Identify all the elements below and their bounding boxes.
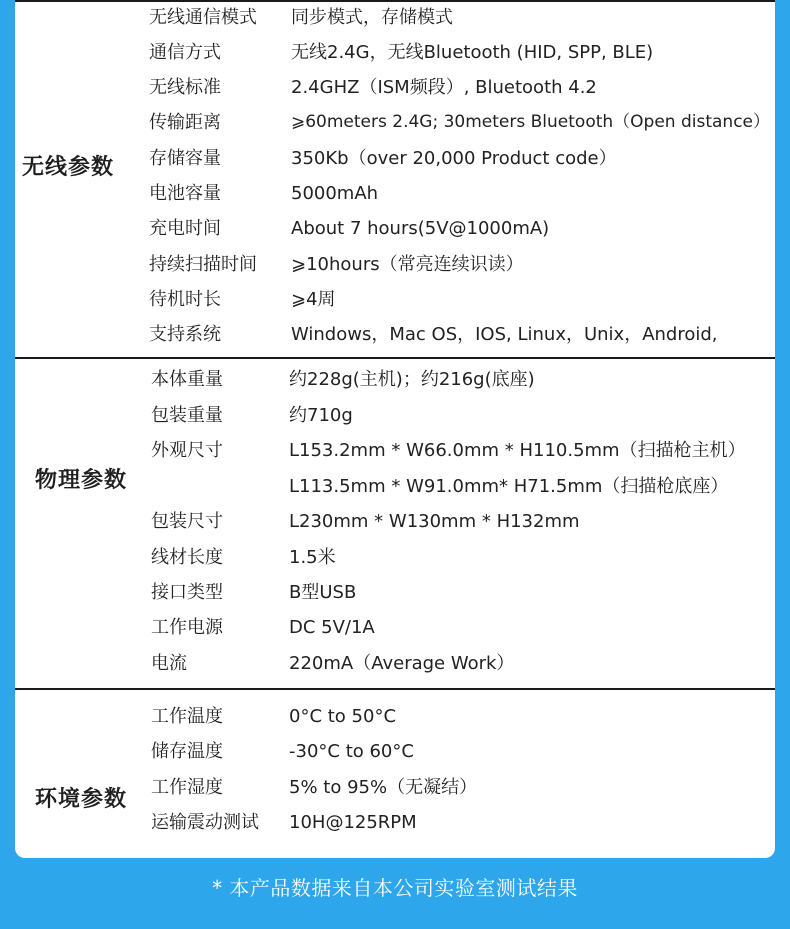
spec-value: 约228g(主机)；约216g(底座): [289, 369, 535, 390]
spec-value: L113.5mm * W91.0mm* H71.5mm（扫描枪底座）: [289, 476, 729, 497]
spec-row: [15, 433, 775, 468]
spec-row: [15, 504, 775, 539]
spec-label: 充电时间: [149, 218, 221, 239]
spec-label: 电流: [151, 653, 187, 674]
spec-value: 5000mAh: [291, 183, 379, 204]
spec-label: 工作电源: [151, 617, 223, 638]
spec-row: [15, 35, 775, 70]
spec-row: [15, 0, 775, 35]
footnote: * 本产品数据来自本公司实验室测试结果: [212, 876, 578, 900]
spec-row: [15, 362, 775, 397]
spec-row: [15, 211, 775, 246]
spec-row: [15, 575, 775, 610]
spec-value: ⩾60meters 2.4G; 30meters Bluetooth（Open distance）: [291, 112, 771, 132]
spec-value: 5% to 95%（无凝结）: [289, 777, 478, 798]
spec-label: 电池容量: [149, 183, 221, 204]
spec-label: 包装尺寸: [151, 511, 223, 532]
spec-label: 工作温度: [151, 706, 223, 727]
spec-label: 持续扫描时间: [149, 254, 257, 275]
spec-value: 10H@125RPM: [289, 812, 417, 833]
spec-row: [15, 247, 775, 282]
spec-value: ⩾4周: [291, 289, 336, 310]
spec-row: [15, 646, 775, 681]
spec-value: L230mm * W130mm * H132mm: [289, 511, 580, 532]
spec-label: 运输震动测试: [151, 812, 259, 833]
spec-label: 工作湿度: [151, 777, 223, 798]
spec-card: [15, 0, 775, 858]
spec-row: [15, 734, 775, 769]
spec-value: 1.5米: [289, 547, 336, 568]
spec-value: 同步模式，存储模式: [291, 7, 453, 28]
spec-label: 传输距离: [149, 112, 221, 133]
spec-label: 无线通信模式: [149, 7, 257, 28]
spec-value: 2.4GHZ（ISM频段）, Bluetooth 4.2: [291, 77, 597, 98]
spec-label: 通信方式: [149, 42, 221, 63]
spec-value: Windows，Mac OS，IOS, Linux，Unix，Android,: [291, 324, 718, 345]
spec-value: 无线2.4G，无线Bluetooth (HID, SPP, BLE): [291, 42, 654, 63]
spec-label: 无线标准: [149, 77, 221, 98]
spec-row: [15, 540, 775, 575]
spec-value: L153.2mm * W66.0mm * H110.5mm（扫描枪主机）: [289, 440, 746, 461]
spec-row: [15, 699, 775, 734]
spec-row: [15, 282, 775, 317]
section-divider: [15, 688, 775, 690]
spec-value: About 7 hours(5V@1000mA): [291, 218, 550, 239]
spec-value: 220mA（Average Work）: [289, 653, 515, 674]
spec-row: [15, 176, 775, 211]
spec-label: 储存温度: [151, 741, 223, 762]
spec-value: DC 5V/1A: [289, 617, 375, 638]
spec-row: [15, 141, 775, 176]
spec-value: B型USB: [289, 582, 357, 603]
spec-value: ⩾10hours（常亮连续识读）: [291, 254, 524, 275]
spec-value: 约710g: [289, 405, 353, 426]
section-title-environment: 环境参数: [35, 787, 128, 812]
spec-row: [15, 770, 775, 805]
section-title-wireless: 无线参数: [22, 155, 115, 180]
spec-row: [15, 805, 775, 840]
spec-label: 线材长度: [151, 547, 223, 568]
spec-label: 外观尺寸: [151, 440, 223, 461]
section-divider: [15, 357, 775, 359]
spec-row: [15, 469, 775, 504]
spec-label: 包装重量: [151, 405, 223, 426]
spec-value: 350Kb（over 20,000 Product code）: [291, 148, 617, 169]
spec-row: [15, 105, 775, 140]
section-title-physical: 物理参数: [35, 468, 128, 493]
spec-label: 接口类型: [151, 582, 223, 603]
spec-label: 待机时长: [149, 289, 221, 310]
spec-value: -30°C to 60°C: [289, 741, 414, 762]
spec-label: 存储容量: [149, 148, 221, 169]
spec-value: 0°C to 50°C: [289, 706, 397, 727]
spec-row: [15, 70, 775, 105]
spec-label: 支持系统: [149, 324, 221, 345]
spec-row: [15, 610, 775, 645]
spec-row: [15, 317, 775, 352]
spec-row: [15, 398, 775, 433]
spec-label: 本体重量: [151, 369, 223, 390]
